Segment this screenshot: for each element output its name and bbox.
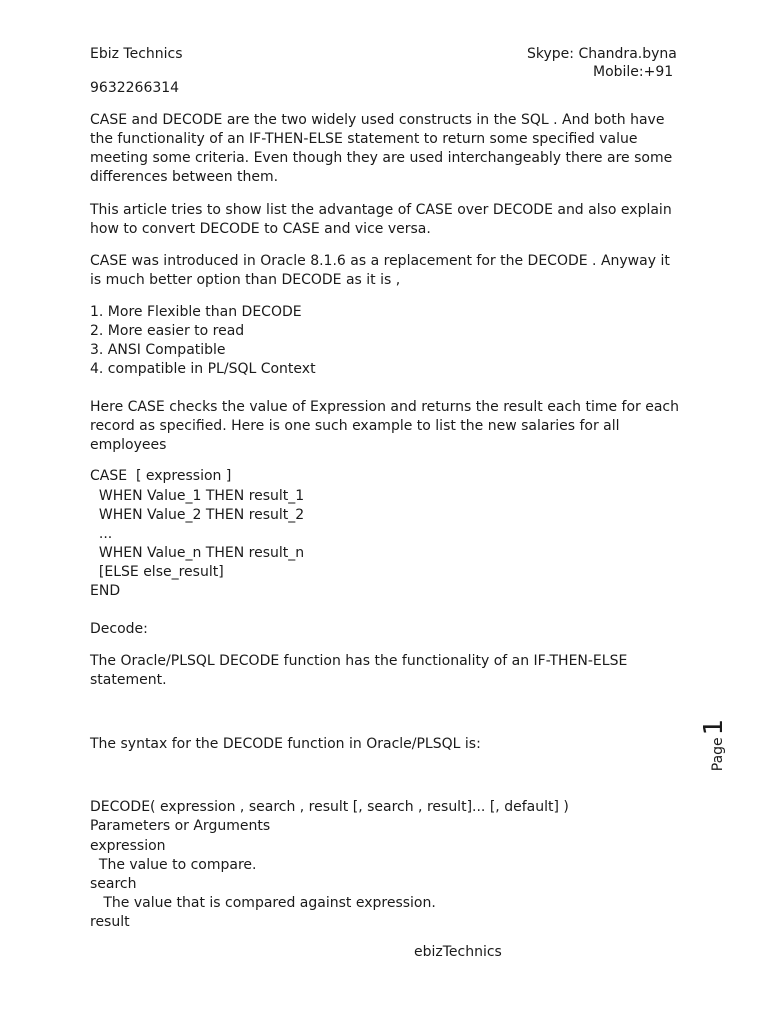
code-line: END: [90, 583, 121, 599]
page-number-tag: [699, 715, 755, 775]
list-item: 4. compatible in PL/SQL Context: [90, 361, 316, 377]
paragraph-case-checks: Here CASE checks the value of Expression and returns the result each time for each record as specified. Here is one such example to list the new salaries for all employees: [90, 399, 680, 453]
list-item: 1. More Flexible than DECODE: [90, 304, 302, 320]
paragraph-case-introduced: CASE was introduced in Oracle 8.1.6 as a replacement for the DECODE . Anyway it is much better option than DECODE as it is ,: [90, 253, 670, 288]
paragraph-article-purpose: This article tries to show list the advantage of CASE over DECODE and also explain how to convert DECODE to CASE and vice versa.: [90, 202, 672, 237]
syntax-line: The value to compare.: [90, 857, 257, 873]
paragraph-intro: CASE and DECODE are the two widely used constructs in the SQL . And both have the functionality of an IF-THEN-ELSE statement to return some specified value meeting some criteria. Even though they are used interchangeably there are some differences between them.: [90, 112, 673, 185]
page-number: 1: [699, 718, 729, 736]
list-item: 2. More easier to read: [90, 323, 245, 339]
syntax-line: search: [90, 876, 137, 892]
paragraph-decode-syntax-intro: The syntax for the DECODE function in Oracle/PLSQL is:: [90, 736, 481, 752]
page-label: Page: [710, 737, 726, 772]
skype-contact: Skype: Chandra.byna: [527, 46, 677, 62]
code-line: [ELSE else_result]: [90, 564, 224, 580]
code-line: ...: [90, 526, 113, 542]
company-name: Ebiz Technics: [90, 46, 183, 62]
syntax-line: Parameters or Arguments: [90, 818, 271, 834]
decode-heading: Decode:: [90, 621, 148, 637]
syntax-line: DECODE( expression , search , result [, search , result]... [, default] ): [90, 799, 569, 815]
code-line: WHEN Value_2 THEN result_2: [90, 507, 305, 523]
mobile-label: Mobile:+91: [593, 64, 674, 80]
syntax-line: result: [90, 914, 130, 930]
list-item: 3. ANSI Compatible: [90, 342, 226, 358]
footer-text: ebizTechnics: [414, 944, 502, 960]
code-line: WHEN Value_n THEN result_n: [90, 545, 305, 561]
syntax-line: The value that is compared against expression.: [90, 895, 436, 911]
paragraph-decode-function: The Oracle/PLSQL DECODE function has the functionality of an IF-THEN-ELSE statement.: [90, 653, 628, 688]
syntax-line: expression: [90, 838, 166, 854]
phone-number: 9632266314: [90, 80, 180, 96]
code-line: CASE [ expression ]: [90, 468, 232, 484]
code-line: WHEN Value_1 THEN result_1: [90, 488, 305, 504]
